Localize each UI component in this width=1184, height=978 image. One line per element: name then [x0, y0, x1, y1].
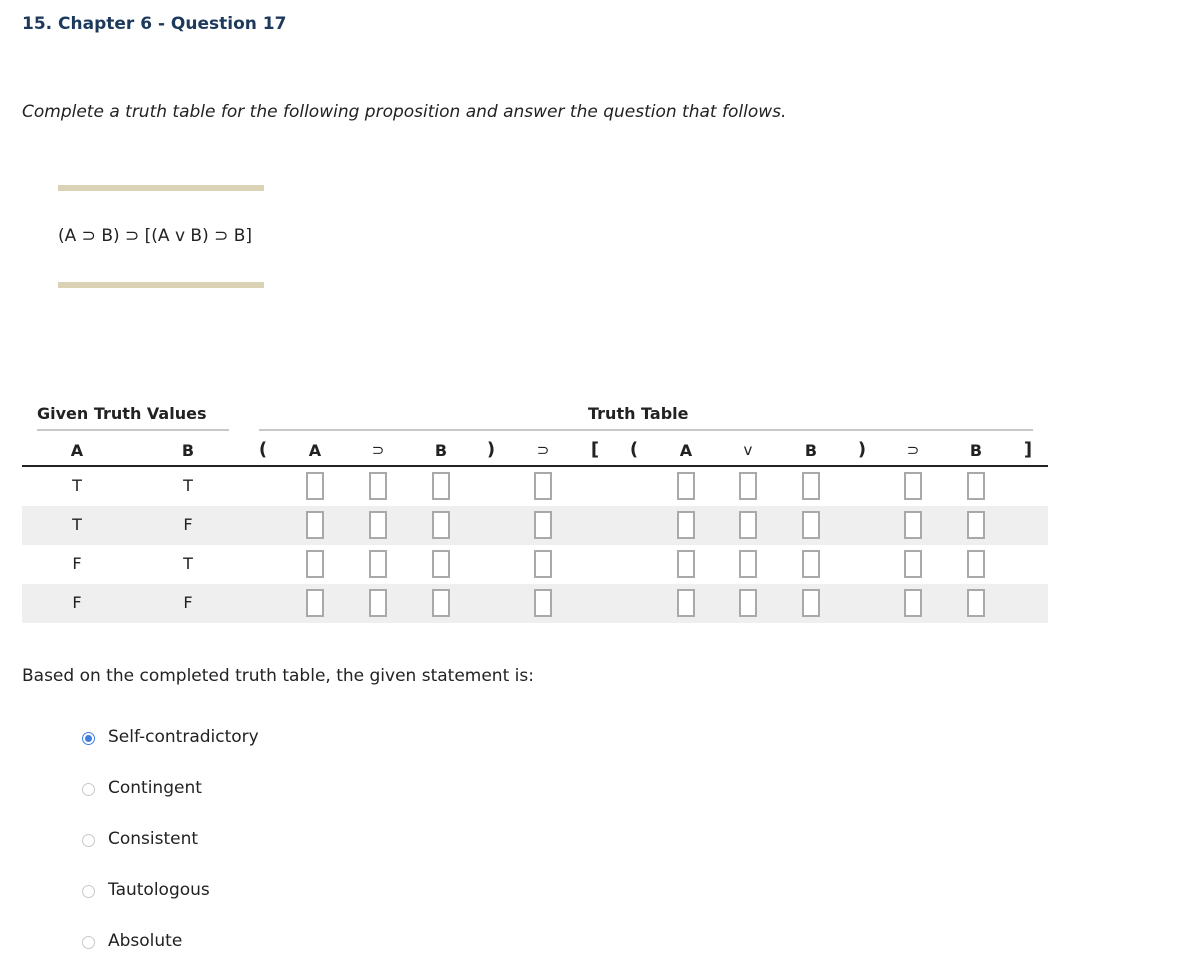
answer-cell[interactable]: [802, 550, 820, 578]
given-header-b: B: [181, 441, 195, 460]
answer-cell[interactable]: [369, 472, 387, 500]
answer-cell[interactable]: [904, 511, 922, 539]
option-label: Self-contradictory: [108, 727, 259, 747]
answer-cell[interactable]: [677, 550, 695, 578]
tt-header-7: [: [590, 439, 600, 460]
answer-cell[interactable]: [534, 511, 552, 539]
answer-cell[interactable]: [306, 589, 324, 617]
answer-cell[interactable]: [369, 589, 387, 617]
option-label: Contingent: [108, 778, 202, 798]
tt-header-6: ⊃: [536, 441, 550, 459]
tt-header-9: A: [679, 441, 693, 460]
truth-table-row-4: [22, 584, 1048, 623]
tt-header-11: B: [804, 441, 818, 460]
answer-cell[interactable]: [534, 472, 552, 500]
answer-cell[interactable]: [369, 550, 387, 578]
tt-header-13: ⊃: [906, 441, 920, 459]
radio-button[interactable]: [82, 732, 95, 745]
answer-cell[interactable]: [534, 589, 552, 617]
answer-cell[interactable]: [369, 511, 387, 539]
tt-header-2: A: [308, 441, 322, 460]
answer-cell[interactable]: [904, 550, 922, 578]
radio-button[interactable]: [82, 783, 95, 796]
truth-table-header-row: [22, 436, 1048, 467]
answer-cell[interactable]: [739, 511, 757, 539]
answer-cell[interactable]: [967, 550, 985, 578]
truth-table-title: Truth Table: [588, 404, 689, 423]
tt-header-12: ): [857, 439, 867, 460]
answer-cell[interactable]: [432, 550, 450, 578]
tt-header-10: v: [743, 441, 753, 459]
truth-table-row-1: [22, 467, 1048, 506]
question-title: 15. Chapter 6 - Question 17: [22, 14, 287, 34]
given-a-value: F: [72, 593, 82, 612]
answer-cell[interactable]: [967, 511, 985, 539]
answer-prompt: Based on the completed truth table, the given statement is:: [22, 666, 534, 686]
instructions: Complete a truth table for the following proposition and answer the question that follows.: [22, 102, 787, 122]
truth-table-underline: [259, 429, 1033, 431]
answer-cell[interactable]: [904, 589, 922, 617]
proposition-rule-bottom: [58, 282, 264, 288]
given-b-value: F: [183, 593, 193, 612]
answer-cell[interactable]: [739, 472, 757, 500]
given-header-a: A: [70, 441, 84, 460]
proposition: (A ⊃ B) ⊃ [(A v B) ⊃ B]: [58, 226, 253, 246]
answer-cell[interactable]: [677, 511, 695, 539]
given-b-value: T: [183, 476, 193, 495]
given-b-value: F: [183, 515, 193, 534]
option-label: Consistent: [108, 829, 199, 849]
option-label: Tautologous: [108, 880, 210, 900]
answer-cell[interactable]: [739, 589, 757, 617]
given-b-value: T: [183, 554, 193, 573]
answer-cell[interactable]: [967, 589, 985, 617]
answer-cell[interactable]: [677, 472, 695, 500]
truth-table-row-3: [22, 545, 1048, 584]
answer-cell[interactable]: [306, 511, 324, 539]
radio-button[interactable]: [82, 885, 95, 898]
radio-button[interactable]: [82, 936, 95, 949]
answer-cell[interactable]: [534, 550, 552, 578]
radio-button[interactable]: [82, 834, 95, 847]
given-values-title: Given Truth Values: [37, 404, 207, 423]
answer-cell[interactable]: [967, 472, 985, 500]
given-a-value: T: [72, 515, 82, 534]
given-a-value: T: [72, 476, 82, 495]
tt-header-15: ]: [1023, 439, 1033, 460]
answer-cell[interactable]: [802, 589, 820, 617]
tt-header-4: B: [434, 441, 448, 460]
answer-cell[interactable]: [739, 550, 757, 578]
answer-cell[interactable]: [432, 589, 450, 617]
tt-header-3: ⊃: [371, 441, 385, 459]
given-values-underline: [37, 429, 229, 431]
answer-cell[interactable]: [306, 550, 324, 578]
answer-cell[interactable]: [904, 472, 922, 500]
truth-table-row-2: [22, 506, 1048, 545]
answer-cell[interactable]: [802, 511, 820, 539]
given-a-value: F: [72, 554, 82, 573]
answer-cell[interactable]: [432, 472, 450, 500]
option-label: Absolute: [108, 931, 183, 951]
answer-cell[interactable]: [677, 589, 695, 617]
tt-header-14: B: [969, 441, 983, 460]
proposition-rule-top: [58, 185, 264, 191]
tt-header-8: (: [629, 439, 639, 460]
answer-cell[interactable]: [432, 511, 450, 539]
tt-header-1: (: [258, 439, 268, 460]
answer-cell[interactable]: [802, 472, 820, 500]
tt-header-5: ): [486, 439, 496, 460]
answer-cell[interactable]: [306, 472, 324, 500]
